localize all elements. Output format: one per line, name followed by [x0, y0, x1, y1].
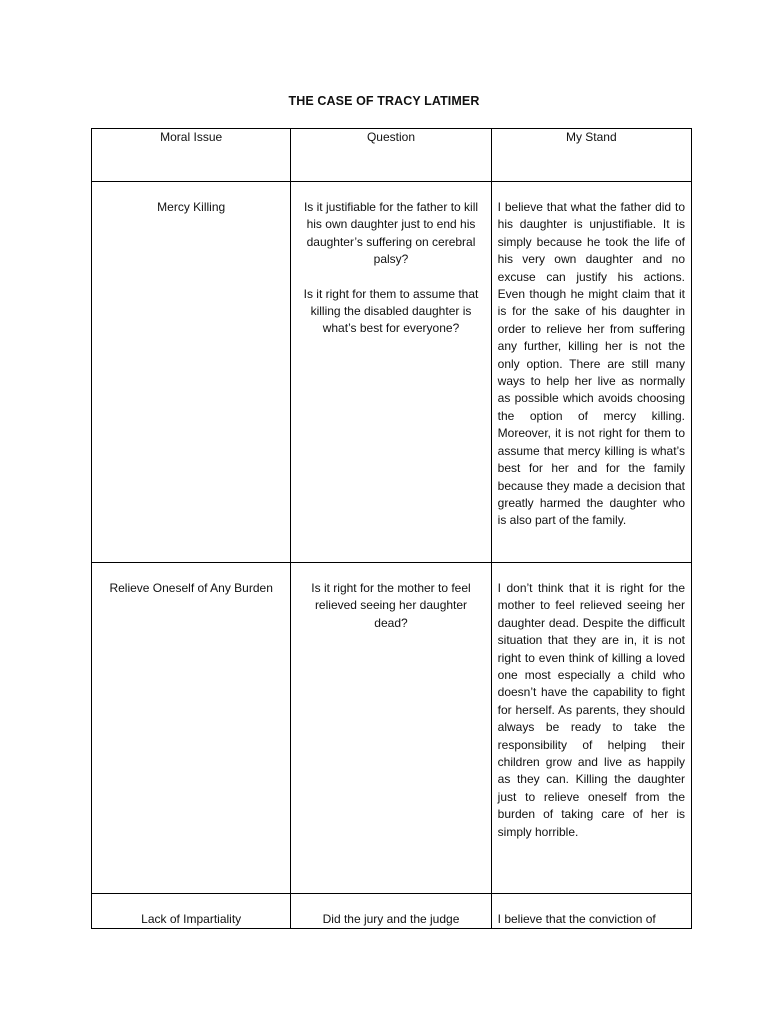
moral-issue-cell — [92, 563, 291, 894]
table-row — [92, 563, 692, 894]
table-header-row — [92, 129, 692, 182]
moral-issue-cell — [92, 894, 291, 929]
question-text: Did the jury and the judge — [322, 912, 460, 926]
moral-issue-cell — [92, 182, 291, 563]
stand-cell — [491, 563, 691, 894]
question-cell — [291, 894, 491, 929]
moral-issue-text: Mercy Killing — [157, 200, 226, 214]
header-my-stand: My Stand — [491, 129, 691, 182]
document-title: THE CASE OF TRACY LATIMER — [288, 94, 480, 108]
table-row — [92, 182, 692, 563]
question-text-group — [297, 182, 484, 338]
stand-text: I don’t think that it is right for the mother to feel relieved seeing her daughter dead. Despite the difficult situation that they are in, it is not right to even think of killing a loved one most especially a child who doesn’t have the capability to fight for herself. As parents, they should always be ready to take the responsibility of helping their children grow and live as happily as they can. Killing the daughter just to relieve oneself from the burden of taking care of her is simply horrible. — [497, 581, 685, 839]
table-row — [92, 894, 692, 929]
stand-text: I believe that the conviction of — [497, 912, 656, 926]
header-question: Question — [291, 129, 491, 182]
question-text: Is it justifiable for the father to kill his own daughter just to end his daughter’s suffering on cerebral palsy? — [303, 200, 479, 267]
question-cell — [291, 182, 491, 563]
case-table — [91, 128, 692, 929]
header-moral-issue: Moral Issue — [92, 129, 291, 182]
stand-cell — [491, 894, 691, 929]
moral-issue-text: Lack of Impartiality — [141, 912, 242, 926]
question-cell — [291, 563, 491, 894]
question-text: Is it right for the mother to feel relieved seeing her daughter dead? — [311, 581, 471, 630]
question-text: Is it right for them to assume that killing the disabled daughter is what’s best for everyone? — [303, 286, 479, 336]
moral-issue-text: Relieve Oneself of Any Burden — [109, 581, 273, 595]
stand-cell — [491, 182, 691, 563]
stand-text: I believe that what the father did to his daughter is unjustifiable. It is simply because he took the life of his very own daughter and no excuse can justify his actions. Even though he might claim that it is for the sake of his daughter in order to relieve her from suffering any further, killing her is not the only option. There are still many ways to help her live as normally as possible which avoids choosing the option of mercy killing. Moreover, it is not right for them to assume that mercy killing is what’s best for her and for the family because they made a decision that greatly harmed the daughter who is also part of the family. — [497, 200, 685, 528]
